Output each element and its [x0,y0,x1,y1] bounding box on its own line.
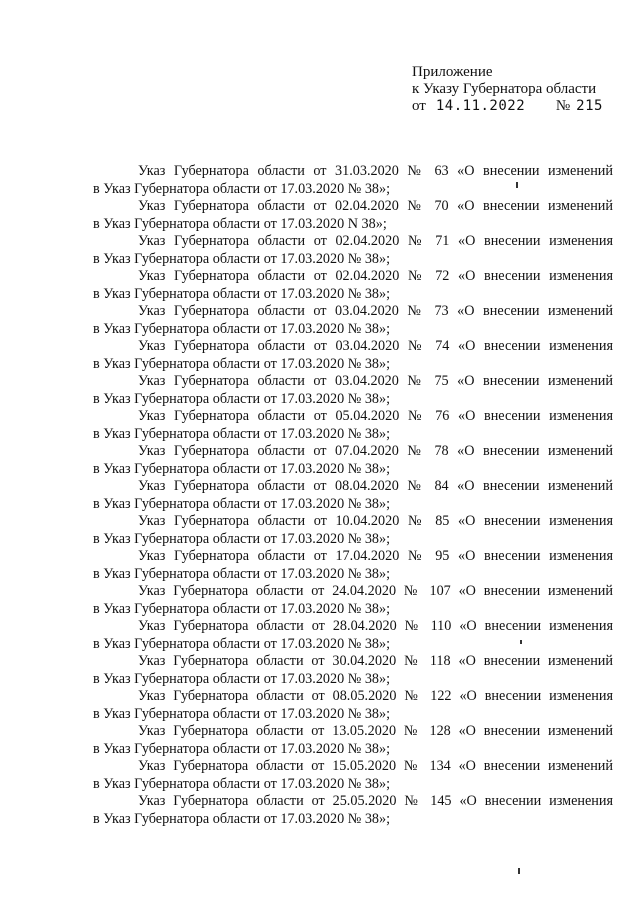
decree-entry-amended: в Указ Губернатора области от 17.03.2020 N 38»; [93,215,387,232]
decree-entry [93,758,613,793]
decree-entry [93,618,613,653]
appendix-reference: к Указу Губернатора области [412,81,597,97]
decree-entry [93,688,613,723]
decree-list [93,163,613,828]
decree-entry-amended: в Указ Губернатора области от 17.03.2020 № 38»; [93,495,391,512]
decree-entry-title: Указ Губернатора области от 28.04.2020 № 110 «О внесении изменения [138,618,613,634]
decree-number: 215 [576,98,603,114]
decree-entry-title: Указ Губернатора области от 31.03.2020 № 63 «О внесении изменений [138,163,613,179]
decree-entry-title: Указ Губернатора области от 03.04.2020 № 74 «О внесении изменения [138,338,613,354]
decree-entry [93,338,613,373]
decree-entry [93,268,613,303]
decree-entry-amended: в Указ Губернатора области от 17.03.2020 № 38»; [93,320,391,337]
scan-speck [520,640,522,644]
appendix-header [412,64,622,115]
decree-entry-title: Указ Губернатора области от 03.04.2020 № 75 «О внесении изменений [138,373,613,389]
decree-entry [93,478,613,513]
appendix-date-line [412,98,622,115]
decree-entry-amended: в Указ Губернатора области от 17.03.2020 № 38»; [93,635,391,652]
decree-entry-amended: в Указ Губернатора области от 17.03.2020 № 38»; [93,355,391,372]
decree-entry-amended: в Указ Губернатора области от 17.03.2020 № 38»; [93,390,391,407]
decree-entry [93,583,613,618]
decree-entry-title: Указ Губернатора области от 03.04.2020 № 73 «О внесении изменений [138,303,613,319]
decree-entry-title: Указ Губернатора области от 15.05.2020 № 134 «О внесении изменений [138,758,613,774]
decree-entry [93,198,613,233]
decree-entry-title: Указ Губернатора области от 08.04.2020 № 84 «О внесении изменений [138,478,613,494]
decree-entry [93,443,613,478]
appendix-title: Приложение [412,64,493,80]
decree-entry-title: Указ Губернатора области от 17.04.2020 № 95 «О внесении изменения [138,548,613,564]
decree-entry-title: Указ Губернатора области от 25.05.2020 № 145 «О внесении изменения [138,793,613,809]
number-sign: № [555,98,571,114]
decree-entry-title: Указ Губернатора области от 30.04.2020 № 118 «О внесении изменений [138,653,613,669]
decree-entry-amended: в Указ Губернатора области от 17.03.2020 № 38»; [93,740,391,757]
decree-entry [93,408,613,443]
decree-entry-title: Указ Губернатора области от 02.04.2020 № 71 «О внесении изменения [138,233,613,249]
decree-entry-title: Указ Губернатора области от 02.04.2020 № 72 «О внесении изменения [138,268,613,284]
decree-entry-amended: в Указ Губернатора области от 17.03.2020 № 38»; [93,530,391,547]
decree-entry-amended: в Указ Губернатора области от 17.03.2020 № 38»; [93,705,391,722]
decree-entry-amended: в Указ Губернатора области от 17.03.2020 № 38»; [93,670,391,687]
decree-entry-amended: в Указ Губернатора области от 17.03.2020 № 38»; [93,775,391,792]
decree-entry-title: Указ Губернатора области от 07.04.2020 № 78 «О внесении изменений [138,443,613,459]
decree-entry [93,793,613,828]
decree-entry-amended: в Указ Губернатора области от 17.03.2020 № 38»; [93,425,391,442]
decree-entry-title: Указ Губернатора области от 05.04.2020 № 76 «О внесении изменения [138,408,613,424]
decree-entry-amended: в Указ Губернатора области от 17.03.2020 № 38»; [93,565,391,582]
decree-entry-amended: в Указ Губернатора области от 17.03.2020 № 38»; [93,460,391,477]
decree-entry-title: Указ Губернатора области от 10.04.2020 № 85 «О внесении изменения [138,513,613,529]
decree-entry [93,163,613,198]
decree-entry-amended: в Указ Губернатора области от 17.03.2020 № 38»; [93,180,391,197]
decree-entry-amended: в Указ Губернатора области от 17.03.2020 № 38»; [93,250,391,267]
scan-speck [518,868,520,874]
decree-entry [93,653,613,688]
date-from-label: от [412,98,426,114]
decree-entry-title: Указ Губернатора области от 08.05.2020 № 122 «О внесении изменения [138,688,613,704]
scan-speck [516,182,518,188]
decree-entry [93,723,613,758]
decree-entry [93,373,613,408]
decree-entry [93,303,613,338]
decree-entry-title: Указ Губернатора области от 24.04.2020 № 107 «О внесении изменений [138,583,613,599]
decree-entry [93,233,613,268]
decree-entry-amended: в Указ Губернатора области от 17.03.2020 № 38»; [93,600,391,617]
decree-entry [93,513,613,548]
decree-entry-amended: в Указ Губернатора области от 17.03.2020 № 38»; [93,285,391,302]
decree-entry-title: Указ Губернатора области от 02.04.2020 № 70 «О внесении изменений [138,198,613,214]
decree-entry-amended: в Указ Губернатора области от 17.03.2020 № 38»; [93,810,391,827]
decree-entry-title: Указ Губернатора области от 13.05.2020 № 128 «О внесении изменений [138,723,613,739]
decree-date: 14.11.2022 [435,98,526,114]
decree-entry [93,548,613,583]
